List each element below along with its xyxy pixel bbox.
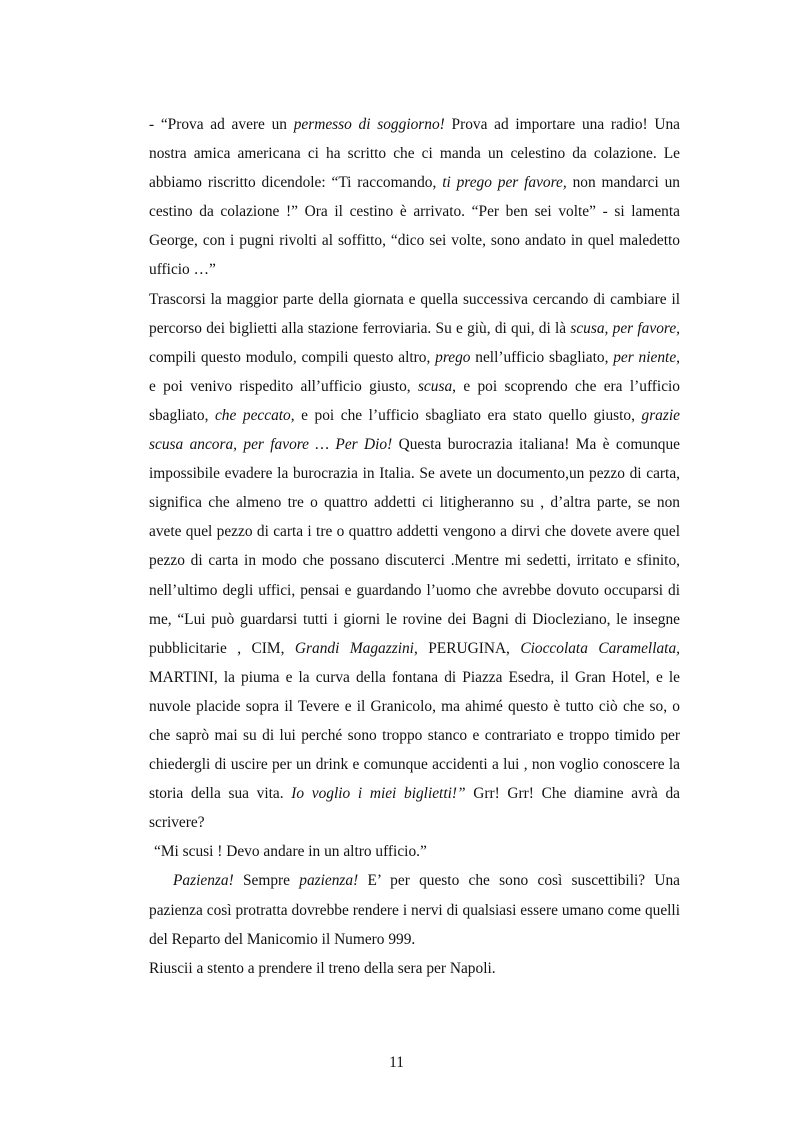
text-run: , PERUGINA, (413, 639, 521, 657)
text-run: Questa burocrazia italiana! Ma è comunque impossibile evadere la burocrazia in Italia. Se avete un documento,un pezzo di carta, significa che almeno tre o quattro addetti ci litigheranno su , d’altra parte, se non avete quel pezzo di carta i tre o quattro addetti vengono a dirvi che dovete avere quel pezzo di carta in modo che possano discuterci .Mentre mi sedetti, irritato e sfinito, nell’ultimo degli uffici, pensai e guardando l’uomo che avrebbe dovuto occuparsi di me, “Lui può guardarsi tutti i giorni le rovine dei Bagni di Diocleziano, le insegne pubblicitarie , CIM, (149, 436, 680, 657)
text-run: Prova ad importare una radio! Una nostra amica americana ci ha scritto che ci manda un celestino da colazione. Le abbiamo riscritto dicendole: “Ti raccomando, (149, 116, 680, 192)
text-run: e poi che l’ufficio sbagliato era stato quello giusto, (294, 406, 642, 424)
italic-text-run: Pazienza! (173, 872, 234, 890)
text-run: nell’ufficio sbagliato, (470, 348, 614, 366)
text-run: Riuscii a stento a prendere il treno della sera per Napoli. (149, 959, 496, 977)
text-run: e poi venivo rispedito all’ufficio giusto, (149, 377, 418, 395)
italic-text-run: scusa (417, 377, 453, 395)
body-text (149, 110, 680, 983)
paragraph-george-complaint (149, 110, 680, 285)
page-number: 11 (389, 1054, 404, 1071)
text-run: MARTINI, la piuma e la curva della fontana di Piazza Esedra, il Gran Hotel, e le nuvole placide sopra il Tevere e il Granicolo, ma ahimé questo è tutto ciò che so, o che saprò mai su di lui perché sono troppo stanco e contrariato e troppo timido per chiedergli di uscire per un drink e comunque accidenti a lui , non voglio conoscere la storia della sua vita. (149, 668, 680, 803)
italic-text-run: ti prego per favore, (442, 174, 567, 192)
italic-text-run: grazie scusa ancora, per favore … Per Dio! (149, 406, 680, 454)
italic-text-run: che peccato, (214, 406, 295, 424)
text-run: E’ per questo che sono così suscettibili? Una pazienza così protratta dovrebbe rendere i nervi di qualsiasi essere umano come quelli del Reparto del Manicomio il Numero 999. (149, 872, 680, 948)
text-run: “Mi scusi ! Devo andare in un altro ufficio.” (154, 843, 427, 861)
paragraph-pazienza (149, 866, 680, 953)
italic-text-run: Cioccolata Caramellata, (520, 639, 681, 657)
italic-text-run: per niente, (613, 348, 681, 366)
paragraph-treno-napoli (149, 954, 680, 983)
text-run: non mandarci un cestino da colazione !” Ora il cestino è arrivato. “Per ben sei volte” - si lamenta George, con i pugni rivolti al soffitto, “dico sei volte, sono andato in quel maledetto ufficio …” (149, 174, 680, 279)
paragraph-mi-scusi (149, 837, 680, 866)
text-run: Trascorsi la maggior parte della giornata e quella successiva cercando di cambiare il percorso dei biglietti alla stazione ferroviaria. Su e giù, di qui, di là (149, 290, 680, 337)
text-run: Sempre (233, 872, 300, 890)
text-run: compili questo modulo, compili questo altro, (149, 348, 436, 366)
italic-text-run: pazienza! (299, 872, 359, 890)
italic-text-run: permesso di soggiorno! (293, 116, 445, 133)
text-run: , e poi scoprendo che era l’ufficio sbagliato, (149, 377, 680, 424)
italic-text-run: scusa, per favore, (570, 319, 680, 337)
italic-text-run: Grandi Magazzini (294, 639, 414, 657)
italic-text-run: prego (435, 348, 471, 366)
text-run: - “Prova ad avere un (149, 116, 294, 133)
text-run: Grr! Grr! Che diamine avrà da scrivere? (149, 785, 680, 832)
italic-text-run: Io voglio i miei biglietti!” (291, 785, 466, 803)
paragraph-bureaucracy (149, 285, 680, 838)
